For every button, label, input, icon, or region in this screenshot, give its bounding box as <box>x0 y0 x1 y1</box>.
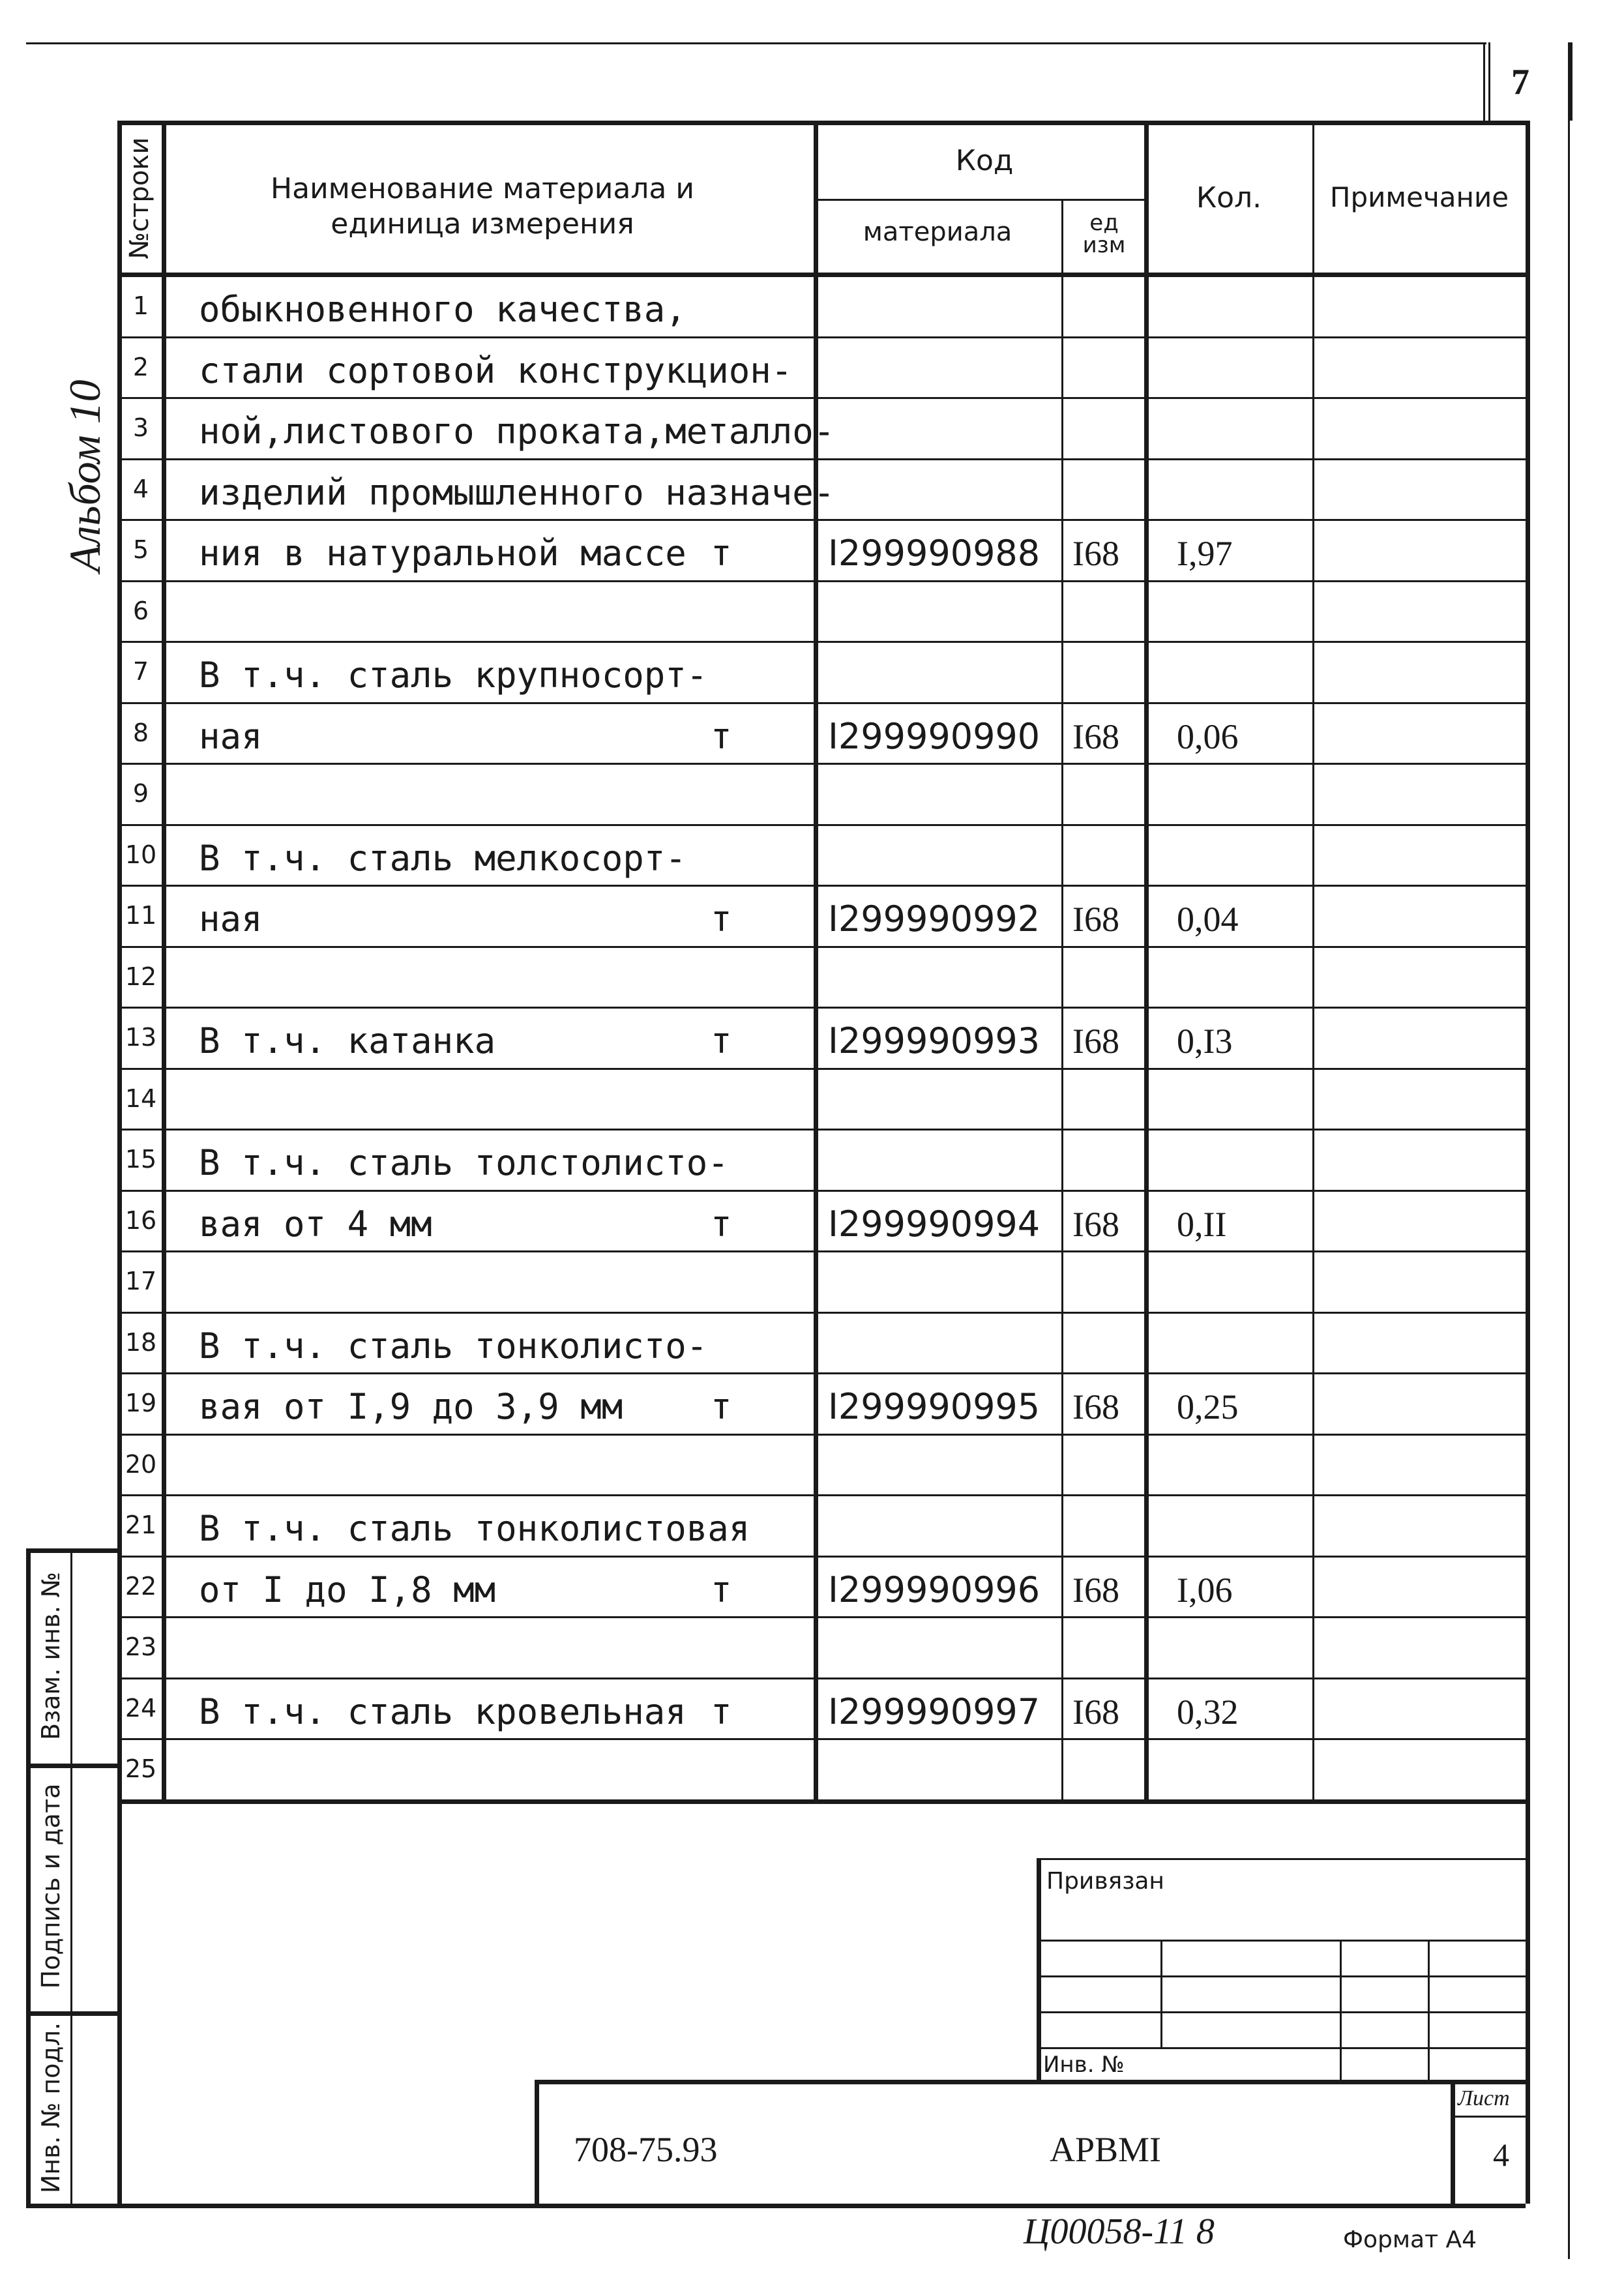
frame-bottom <box>117 2204 1526 2208</box>
row-number: 21 <box>125 1511 157 1539</box>
material-name: В т.ч. сталь толстолисто- <box>199 1142 729 1183</box>
row-number: 5 <box>132 535 149 564</box>
row-number: 8 <box>132 718 149 747</box>
doc-name: АРВМI <box>1050 2130 1162 2169</box>
material-code: I299990988 <box>828 533 1041 574</box>
material-code: I299990993 <box>828 1020 1041 1061</box>
unit-label: т <box>711 898 732 939</box>
row-divider <box>117 458 1526 460</box>
material-name: ния в натуральной массе <box>199 533 687 574</box>
header-code-split <box>814 199 1144 201</box>
row-number: 4 <box>132 474 149 503</box>
top-right-tick <box>1488 42 1490 121</box>
row-divider <box>117 1190 1526 1192</box>
sheet-box-split <box>1451 2116 1526 2118</box>
unit-label: т <box>711 715 732 757</box>
material-name: изделий промышленного назначе- <box>199 471 835 513</box>
material-name: от I до I,8 мм <box>199 1569 496 1610</box>
row-number: 19 <box>125 1389 157 1417</box>
row-divider <box>117 946 1526 948</box>
material-name: ная <box>199 898 263 939</box>
privyazan-left <box>1037 1858 1041 2080</box>
unit-label: т <box>711 1386 732 1427</box>
left-frame <box>117 121 122 2207</box>
material-name: стали сортовой конструкцион- <box>199 349 793 391</box>
side-stamp-bottom <box>26 2204 117 2208</box>
privyazan-col3 <box>1428 1940 1430 2080</box>
row-number: 16 <box>125 1205 157 1235</box>
row-number: 15 <box>125 1145 157 1174</box>
col-sep-right <box>1526 121 1530 1799</box>
row-number: 13 <box>125 1023 157 1052</box>
doc-code: 708-75.93 <box>574 2130 718 2169</box>
row-number: 7 <box>132 657 149 686</box>
col-sep-code <box>1061 199 1063 1799</box>
row-divider <box>117 1372 1526 1374</box>
footer-format: Формат А4 <box>1343 2226 1477 2253</box>
quantity: I,06 <box>1177 1570 1233 1610</box>
material-name: ная <box>199 715 263 757</box>
row-number: 1 <box>132 291 149 320</box>
row-divider <box>117 824 1526 826</box>
header-qty: Кол. <box>1196 181 1262 214</box>
top-border <box>26 42 1486 44</box>
header-code-material: материала <box>863 217 1012 247</box>
col-sep-ed <box>1144 121 1149 1799</box>
privyazan-top <box>1037 1858 1526 1860</box>
row-number: 20 <box>125 1449 157 1479</box>
unit-code: I68 <box>1072 1570 1119 1610</box>
row-divider <box>117 1556 1526 1558</box>
material-name: В т.ч. сталь тонколистовая <box>199 1508 750 1549</box>
footer-handwritten: Ц00058-11 8 <box>1024 2211 1215 2252</box>
side-stamp-sign-date: Подпись и дата <box>37 1783 65 1989</box>
row-number: 10 <box>125 840 157 869</box>
row-number: 11 <box>125 901 157 930</box>
material-code: I299990990 <box>828 715 1041 757</box>
row-number: 23 <box>125 1633 157 1661</box>
material-name: В т.ч. сталь крупносорт- <box>199 655 708 696</box>
row-divider <box>117 1434 1526 1436</box>
material-name: вая от I,9 до 3,9 мм <box>199 1386 623 1427</box>
album-label: Альбом 10 <box>60 379 110 572</box>
col-sep-name <box>814 121 818 1799</box>
material-name: ной,листового проката,металло- <box>199 411 835 452</box>
header-code-unit: ед изм <box>1082 210 1126 258</box>
row-divider <box>117 1007 1526 1009</box>
row-number: 2 <box>132 352 149 381</box>
material-name: В т.ч. сталь мелкосорт- <box>199 837 687 879</box>
header-name: Наименование материала и <box>271 172 694 205</box>
row-divider <box>117 702 1526 704</box>
table-bottom-line <box>117 1799 1526 1804</box>
sheet-number: 4 <box>1493 2136 1509 2173</box>
sheet-box-left <box>1451 2080 1455 2204</box>
row-number: 18 <box>125 1327 157 1357</box>
unit-label: т <box>711 533 732 574</box>
inv-no-label: Инв. № <box>1043 2052 1125 2078</box>
sheet-label: Лист <box>1458 2086 1510 2110</box>
privyazan-line4 <box>1037 2047 1526 2049</box>
row-number: 17 <box>125 1267 157 1295</box>
unit-code: I68 <box>1072 900 1119 939</box>
row-divider <box>117 580 1526 582</box>
unit-code: I68 <box>1072 1387 1119 1426</box>
title-block-left <box>535 2080 539 2204</box>
material-code: I299990994 <box>828 1203 1041 1245</box>
material-name: В т.ч. катанка <box>199 1020 496 1061</box>
side-stamp-outer <box>26 1548 31 2207</box>
right-frame <box>1568 121 1570 2259</box>
unit-code: I68 <box>1072 717 1119 756</box>
table-top-line <box>117 121 1526 125</box>
material-code: I299990995 <box>828 1386 1041 1427</box>
row-divider <box>117 397 1526 399</box>
row-divider <box>117 1494 1526 1496</box>
col-sep-rowno <box>162 121 166 1799</box>
material-name: В т.ч. сталь тонколисто- <box>199 1325 708 1367</box>
row-divider <box>117 519 1526 521</box>
row-divider <box>117 641 1526 643</box>
privyazan-col2 <box>1340 1940 1342 2080</box>
page-number: 7 <box>1511 62 1529 102</box>
header-code: Код <box>955 144 1014 177</box>
material-code: I299990992 <box>828 898 1041 939</box>
privyazan-label: Привязан <box>1046 1868 1164 1895</box>
row-number: 25 <box>125 1754 157 1783</box>
header-note: Примечание <box>1329 181 1509 213</box>
row-number: 3 <box>132 413 149 442</box>
privyazan-line1 <box>1037 1940 1526 1942</box>
row-number: 24 <box>125 1693 157 1722</box>
row-number: 9 <box>132 779 149 808</box>
material-name: В т.ч. сталь кровельная <box>199 1691 687 1732</box>
header-name-line2: единица измерения <box>331 207 634 241</box>
row-divider <box>117 1678 1526 1679</box>
quantity: 0,I3 <box>1177 1022 1233 1061</box>
unit-code: I68 <box>1072 1692 1119 1732</box>
page-num-box-right <box>1568 42 1572 121</box>
row-divider <box>117 1068 1526 1070</box>
row-number: 14 <box>125 1084 157 1113</box>
row-number: 12 <box>125 962 157 991</box>
unit-label: т <box>711 1020 732 1061</box>
frame-right-lower <box>1526 1799 1530 2204</box>
row-divider <box>117 1616 1526 1618</box>
privyazan-line3 <box>1037 2011 1526 2013</box>
side-stamp-sep2 <box>26 2011 117 2016</box>
row-divider <box>117 1129 1526 1131</box>
row-divider <box>117 1250 1526 1252</box>
unit-label: т <box>711 1569 732 1610</box>
quantity: 0,04 <box>1177 900 1239 939</box>
quantity: 0,32 <box>1177 1692 1239 1732</box>
side-stamp-vzam: Взам. инв. № <box>37 1572 65 1741</box>
quantity: I,97 <box>1177 534 1233 573</box>
material-name: обыкновенного качества, <box>199 289 687 330</box>
privyazan-line2 <box>1037 1975 1526 1977</box>
row-number: 6 <box>132 596 149 625</box>
header-bottom-line <box>117 273 1526 277</box>
privyazan-col1 <box>1160 1940 1162 2047</box>
material-code: I299990996 <box>828 1569 1041 1610</box>
row-divider <box>117 1738 1526 1740</box>
row-number: 22 <box>125 1571 157 1601</box>
quantity: 0,II <box>1177 1204 1227 1244</box>
header-row-no: №строки <box>125 137 155 259</box>
row-divider <box>117 763 1526 765</box>
row-divider <box>117 1312 1526 1314</box>
unit-code: I68 <box>1072 1204 1119 1244</box>
row-divider <box>117 885 1526 887</box>
unit-label: т <box>711 1691 732 1732</box>
row-divider <box>117 336 1526 338</box>
col-sep-qty <box>1312 121 1314 1799</box>
side-stamp-inv-orig: Инв. № подл. <box>37 2022 65 2194</box>
quantity: 0,06 <box>1177 717 1239 756</box>
title-block-top <box>535 2080 1526 2084</box>
unit-label: т <box>711 1203 732 1245</box>
side-stamp-mid <box>70 1548 72 2207</box>
material-name: вая от 4 мм <box>199 1203 432 1245</box>
unit-code: I68 <box>1072 1022 1119 1061</box>
material-code: I299990997 <box>828 1691 1041 1732</box>
quantity: 0,25 <box>1177 1387 1239 1426</box>
page-num-box-left <box>1483 42 1485 121</box>
unit-code: I68 <box>1072 534 1119 573</box>
